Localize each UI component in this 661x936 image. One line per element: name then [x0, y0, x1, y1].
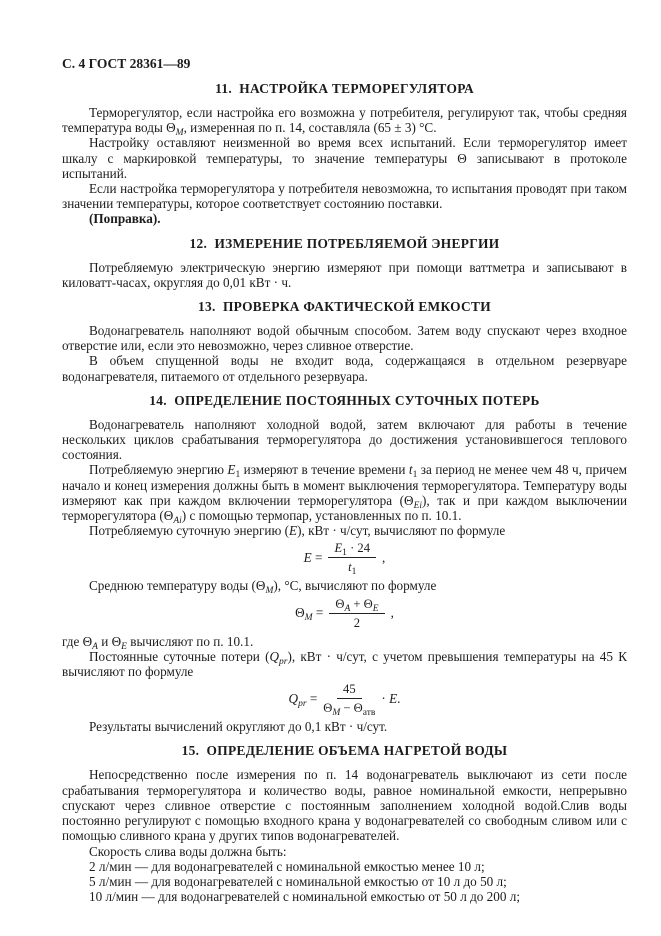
fraction	[323, 682, 376, 719]
para-capacity-fill: Водонагреватель наполняют водой обычным способом. Затем воду спускают через входное отверстие или, если это невозможно, через сливное отверстие.	[62, 323, 627, 354]
para-setting-impossible: Если настройка терморегулятора у потребителя невозможна, то испытания проводят при таком значении температуры, которое соответствует состоянию поставки.	[62, 181, 627, 212]
para-drain-rate-10-50l: 5 л/мин — для водонагревателей с номинальной емкостью от 10 л до 50 л;	[89, 873, 507, 889]
para-mean-temp-intro: Среднюю температуру воды $(\Theta_М)$, °С, вычисляют по формуле	[89, 578, 437, 597]
fraction-numerator: $\Theta_А + \Theta_Е$	[329, 597, 384, 614]
para-standing-losses-intro: Постоянные суточные потери $(Q_{pr})$, кВт · ч/сут, с учетом превышения температуры на 45 К вычисляют по формуле	[62, 648, 627, 680]
section-15-heading: 15. ОПРЕДЕЛЕНИЕ ОБЪЕМА НАГРЕТОЙ ВОДЫ	[181, 743, 508, 759]
formula-lhs: $Q_{pr}$ =	[288, 690, 318, 709]
formula-lhs: $\Theta_М$ =	[295, 605, 324, 624]
fraction-numerator: $E_1 \cdot 24$	[328, 541, 376, 558]
para-drain-rate-50-200l: 10 л/мин — для водонагревателей с номинальной емкостью от 50 л до 200 л;	[89, 889, 520, 905]
formula-daily-energy	[62, 541, 627, 578]
para-rounding-results: Результаты вычислений округляют до 0,1 кВт · ч/сут.	[89, 719, 388, 735]
para-losses-measure: Потребляемую энергию $E_1$ измеряют в течение времени $t_1$ за период не менее чем 48 ч, причем начало и конец измерения должны быть в момент выключения терморегулятора. Температуру воды измеряют как при каждом включении терморегулятора $(\Theta_{Еi})$, так и при каждом выключении терморегулятора $(\Theta_{Аi})$ с помощью термопар, установленных по п. 10.1.	[62, 462, 627, 527]
para-losses-fill: Водонагреватель наполняют холодной водой, затем включают для работы в течение нескольких циклов срабатывания терморегулятора до достижения установившегося теплового состояния.	[62, 416, 627, 463]
section-14-heading: 14. ОПРЕДЕЛЕНИЕ ПОСТОЯННЫХ СУТОЧНЫХ ПОТЕРЬ	[149, 392, 540, 408]
formula-suffix: ,	[390, 605, 394, 621]
formula-lhs: E =	[303, 549, 323, 565]
formula-standing-losses	[62, 682, 627, 719]
formula-mean-temperature	[62, 597, 627, 630]
para-volume-procedure: Непосредственно после измерения по п. 14 водонагреватель выключают из сети после срабатывания терморегулятора и количество воды, равное номинальной емкости, непрерывно спускают через сливное отверстие с постоянным заполнением холодной водой.Слив воды постоянно регулируют с помощью входного крана у водонагревателей со свободным сливом или с помощью сливного крана у других типов водонагревателей.	[62, 767, 627, 844]
section-13-heading: 13. ПРОВЕРКА ФАКТИЧЕСКОЙ ЕМКОСТИ	[198, 299, 491, 315]
section-11-heading: 11. НАСТРОЙКА ТЕРМОРЕГУЛЯТОРА	[215, 81, 474, 96]
para-thermostat-adjust: Терморегулятор, если настройка его возможна у потребителя, регулируют так, чтобы средняя температура воды $\Theta_М$, измеренная по п. 14, составляла (65 ± 3) °С.	[62, 105, 627, 139]
fraction	[328, 541, 376, 578]
section-12-heading: 12. ИЗМЕРЕНИЕ ПОТРЕБЛЯЕМОЙ ЭНЕРГИИ	[189, 235, 500, 251]
fraction-numerator: 45	[337, 682, 362, 699]
para-where-clause: где $\Theta_А$ и $\Theta_Е$ вычисляют по п. 10.1.	[62, 633, 254, 652]
fraction	[329, 597, 384, 630]
fraction-denominator: $\Theta_М - \Theta_{атв}$	[323, 701, 376, 719]
formula-suffix: ,	[382, 549, 386, 565]
para-daily-energy-intro: Потребляемую суточную энергию (Е), кВт · ч/сут, вычисляют по формуле	[89, 523, 506, 539]
para-energy-measurement: Потребляемую электрическую энергию измеряют при помощи ваттметра и записывают в киловатт-часах, округляя до 0,01 кВт · ч.	[62, 259, 627, 290]
para-capacity-exclusion: В объем спущенной воды не входит вода, содержащаяся в отдельном резервуаре водонагревателя, питаемого от отдельного резервуара.	[62, 353, 627, 384]
fraction-denominator: 2	[353, 615, 361, 630]
formula-suffix: · E.	[381, 690, 401, 706]
para-drain-rate-under-10l: 2 л/мин — для водонагревателей с номинальной емкостью менее 10 л;	[89, 858, 485, 874]
fraction-denominator: $t_1$	[348, 560, 357, 578]
para-drain-rate-intro: Скорость слива воды должна быть:	[89, 843, 287, 859]
para-amendment-note: (Поправка).	[89, 211, 161, 227]
page-header: С. 4 ГОСТ 28361—89	[62, 56, 191, 71]
para-setting-unchanged: Настройку оставляют неизменной во время всех испытаний. Если терморегулятор имеет шкалу с маркировкой температуры, то значение температуры Θ записывают в протоколе испытаний.	[62, 135, 627, 181]
